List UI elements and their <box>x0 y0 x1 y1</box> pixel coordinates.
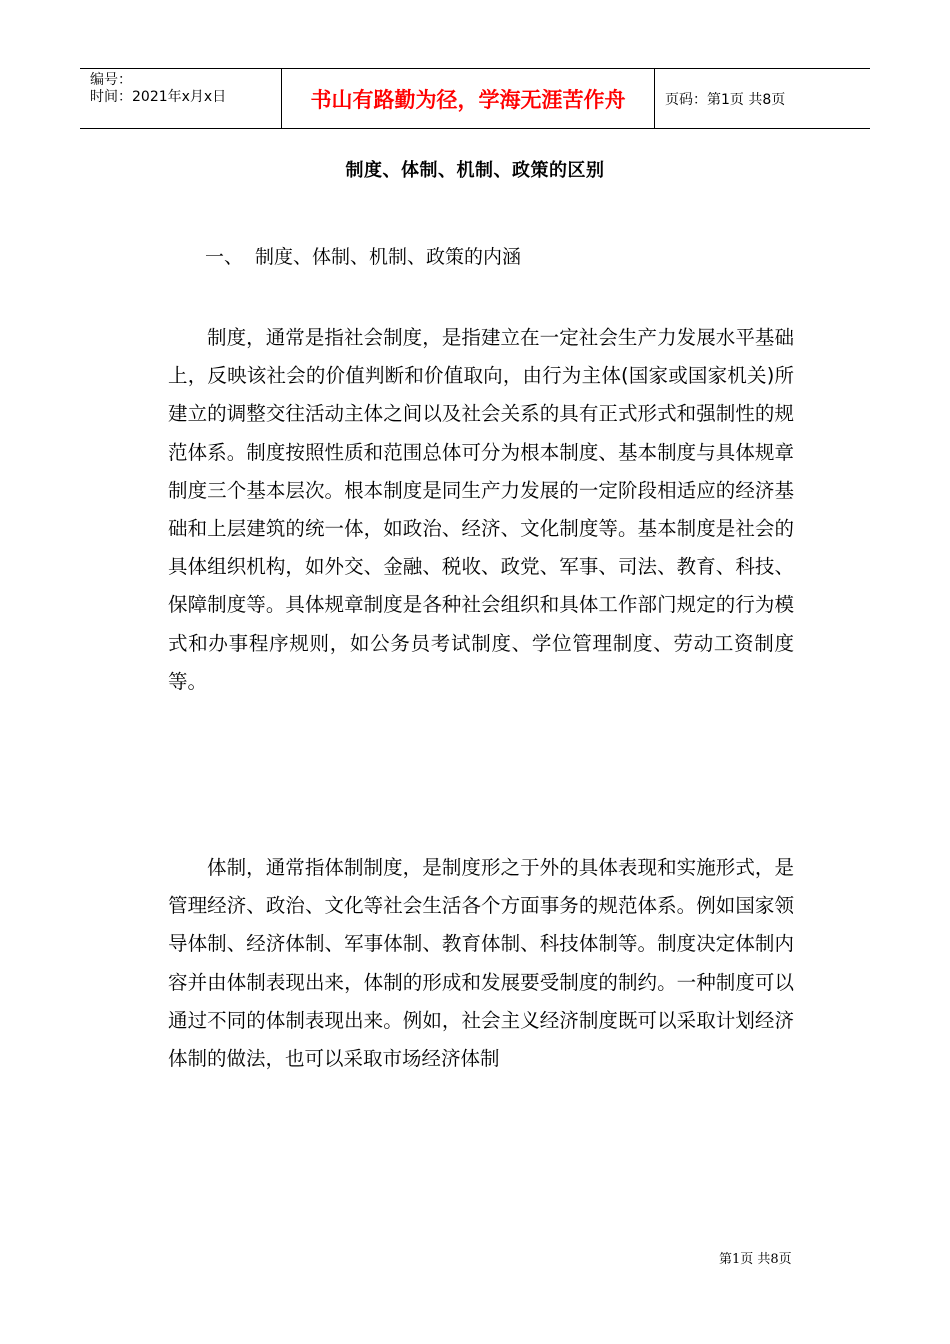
date-label: 时间：2021年x月x日 <box>90 89 227 105</box>
section-number: 一、 <box>205 246 244 268</box>
header-page-info: 页码：第1页 共8页 <box>665 91 786 108</box>
body-paragraph: 体制，通常指体制制度，是制度形之于外的具体表现和实施形式，是管理经济、政治、文化等社会生活各个方面事务的规范体系。例如国家领导体制、经济体制、军事体制、教育体制、科技体制等。制度决定体制内容并由体制表现出来，体制的形成和发展要受制度的制约。一种制度可以通过不同的体制表现出来。例如，社会主义经济制度既可以采取计划经济体制的做法，也可以采取市场经济体制 <box>168 856 794 1071</box>
header-meta-cell <box>80 69 282 128</box>
section-heading <box>205 242 521 269</box>
document-title: 制度、体制、机制、政策的区别 <box>345 160 605 181</box>
serial-number-label: 编号： <box>90 72 132 88</box>
header-motto: 书山有路勤为径，学海无涯苦作舟 <box>282 69 655 128</box>
page-footer: 第1页 共8页 <box>719 1252 792 1267</box>
section-title: 制度、体制、机制、政策的内涵 <box>255 246 522 268</box>
body-paragraph: 制度，通常是指社会制度，是指建立在一定社会生产力发展水平基础上，反映该社会的价值判断和价值取向，由行为主体(国家或国家机关)所建立的调整交往活动主体之间以及社会关系的具有正式形式和强制性的规范体系。制度按照性质和范围总体可分为根本制度、基本制度与具体规章制度三个基本层次。根本制度是同生产力发展的一定阶段相适应的经济基础和上层建筑的统一体，如政治、经济、文化制度等。基本制度是社会的具体组织机构，如外交、金融、税收、政党、军事、司法、教育、科技、保障制度等。具体规章制度是各种社会组织和具体工作部门规定的行为模式和办事程序规则，如公务员考试制度、学位管理制度、劳动工资制度等。 <box>168 326 794 693</box>
document-header <box>80 68 870 129</box>
